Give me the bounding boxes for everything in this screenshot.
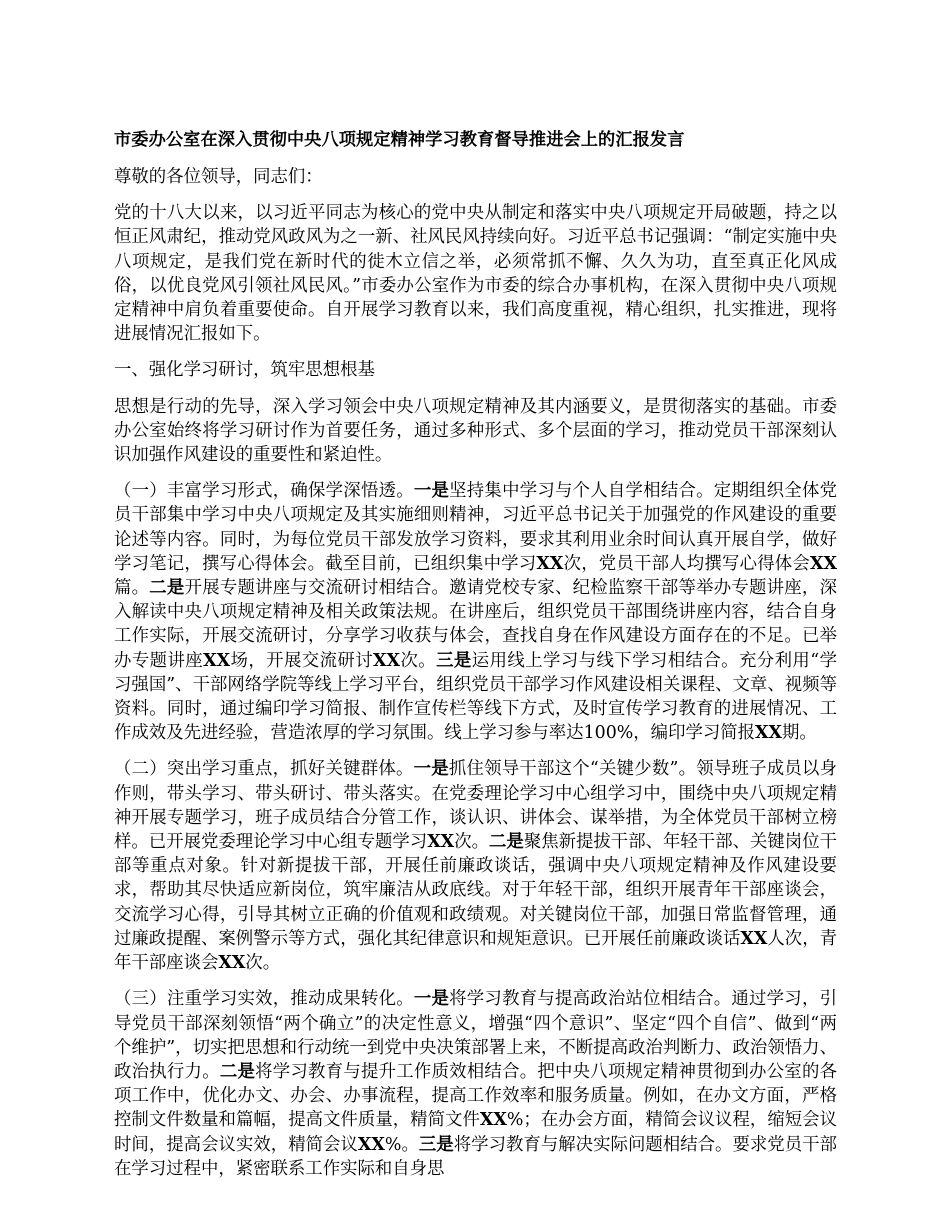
body-text-run: 运用线上学习与线下学习相结合。充分利用“学习强国”、干部网络学院等线上学习平台，组织党员干部学习作风建设相关课程、文章、视频等资料。同时，通过编印学习简报、制作宣传栏等线下方式，及时宣传学习教育的进展情况、工作成效及先进经验，营造浓厚的学习氛围。线上学习参与率达 bbox=[114, 650, 837, 744]
subsection-label: （二）突出学习重点，抓好关键群体。 bbox=[114, 759, 414, 780]
body-text-run: 场，开展交流研讨 bbox=[230, 650, 374, 671]
body-text-run: 次。 bbox=[400, 650, 437, 671]
salutation-paragraph: 尊敬的各位领导，同志们： bbox=[114, 167, 323, 187]
body-text-run: 期。 bbox=[782, 723, 817, 744]
body-text-run: 将学习教育与提升工作质效相结合。把中央八项规定精神贯彻到办公室的各项工作中，优化办文、办会、办事流程，提高工作效率和服务质量。例如，在办文方面，严格控制文件数量和篇幅，提高文件质量，精简文件 bbox=[114, 1061, 837, 1131]
body-text-run: 抓住领导干部这个“关键少数”。领导班子成员以身作则，带头学习、带头研讨、带头落实。在党委理论学习中心组学习中，围绕中央八项规定精神开展专题学习，班子成员结合分管工作，谈认识、讲体会、谋举措，为全体党员干部树立榜样。已开展党委理论学习中心组专题学习 bbox=[114, 759, 837, 853]
body-text-run: ；在办会方面，精简会议议程，缩短会议时间，提高会议实效，精简会议 bbox=[114, 1110, 837, 1155]
body-text-run: 坚持集中学习与个人自学相结合。定期组织全体党员干部集中学习中央八项规定及其实施细则精神，习近平总书记关于加强党的作风建设的重要论述等内容。同时，为每位党员干部发放学习资料，要求其利用业余时间认真开展自学，做好学习笔记，撰写心得体会。截至目前，已组织集中学习 bbox=[114, 481, 837, 574]
value-placeholder: XX bbox=[479, 1110, 507, 1131]
subsection-two-paragraph bbox=[114, 757, 837, 975]
enumeration-marker: 三是 bbox=[436, 650, 472, 671]
numeric-value: % bbox=[384, 1134, 402, 1155]
body-text-run: 篇。 bbox=[114, 578, 150, 599]
body-text-run: 次。 bbox=[454, 832, 489, 853]
subsection-label: （一）丰富学习形式，确保学深悟透。 bbox=[114, 481, 414, 502]
value-placeholder: XX bbox=[427, 832, 455, 853]
subsection-three-paragraph bbox=[114, 987, 837, 1181]
body-text-run: 次，党员干部人均撰写心得体会 bbox=[563, 553, 810, 574]
value-placeholder: XX bbox=[357, 1134, 385, 1155]
section-one-lead-paragraph: 思想是行动的先导，深入学习领会中央八项规定精神及其内涵要义，是贯彻落实的基础。市委办公室始终将学习研讨作为首要任务，通过多种形式、多个层面的学习，推动党员干部深刻认识加强作风建设的重要性和紧迫性。 bbox=[114, 396, 837, 466]
section-heading-one: 一、强化学习研讨，筑牢思想根基 bbox=[114, 360, 375, 381]
body-text-run: 人次，青年干部座谈会 bbox=[114, 928, 837, 974]
body-text-run: 。 bbox=[401, 1134, 419, 1155]
numeric-value: % bbox=[506, 1110, 524, 1131]
enumeration-marker: 一是 bbox=[413, 989, 450, 1010]
body-text-run: 聚焦新提拔干部、年轻干部、关键岗位干部等重点对象。针对新提拔干部，开展任前廉政谈话，强调中央八项规定精神及作风建设要求，帮助其尽快适应新岗位，筑牢廉洁从政底线。对于年轻干部，组织开展青年干部座谈会，交流学习心得，引导其树立正确的价值观和政绩观。对关键岗位干部，加强日常监督管理，通过廉政提醒、案例警示等方式，强化其纪律意识和规矩意识。已开展任前廉政谈话 bbox=[114, 832, 837, 949]
enumeration-marker: 一是 bbox=[413, 481, 450, 502]
body-text-run: 将学习教育与解决实际问题相结合。要求党员干部在学习过程中，紧密联系工作实际和自身思 bbox=[114, 1134, 837, 1179]
enumeration-marker: 二是 bbox=[489, 832, 524, 853]
body-text-run: ，编印学习简报 bbox=[633, 723, 756, 744]
enumeration-marker: 三是 bbox=[418, 1134, 454, 1155]
value-placeholder: XX bbox=[218, 953, 246, 974]
enumeration-marker: 二是 bbox=[149, 578, 185, 599]
enumeration-marker: 二是 bbox=[219, 1061, 256, 1082]
page-title: 市委办公室在深入贯彻中央八项规定精神学习教育督导推进会上的汇报发言 bbox=[114, 130, 685, 150]
intro-paragraph: 党的十八大以来，以习近平同志为核心的党中央从制定和落实中央八项规定开局破题，持之以恒正风肃纪，推动党风政风为之一新、社风民风持续向好。习近平总书记强调：“制定实施中央八项规定，是我们党在新时代的徙木立信之举，必须常抓不懈、久久为功，直至真正化风成俗，以优良党风引领社风民风。”市委办公室作为市委的综合办事机构，在深入贯彻中央八项规定精神中肩负着重要使命。自开展学习教育以来，我们高度重视，精心组织，扎实推进，现将进展情况汇报如下。 bbox=[114, 203, 837, 345]
body-text-run: 次。 bbox=[245, 953, 281, 974]
body-text-run: 将学习教育与提高政治站位相结合。通过学习，引导党员干部深刻领悟“两个确立”的决定性意义，增强“四个意识”、坚定“四个自信”、做到“两个维护”，切实把思想和行动统一到党中央决策部署上来，不断提高政治判断力、政治领悟力、政治执行力。 bbox=[114, 989, 837, 1082]
value-placeholder: XX bbox=[740, 928, 768, 949]
value-placeholder: XX bbox=[755, 723, 783, 744]
numeric-value: 100% bbox=[583, 723, 634, 744]
enumeration-marker: 一是 bbox=[413, 759, 449, 780]
value-placeholder: XX bbox=[203, 650, 231, 671]
value-placeholder: XX bbox=[373, 650, 401, 671]
subsection-label: （三）注重学习实效，推动成果转化。 bbox=[114, 989, 414, 1010]
value-placeholder: XX bbox=[810, 553, 837, 574]
document-body bbox=[114, 128, 837, 1181]
body-text-run: 开展专题讲座与交流研讨相结合。邀请党校专家、纪检监察干部等举办专题讲座，深入解读中央八项规定精神及相关政策法规。在讲座后，组织党员干部围绕讲座内容，结合自身工作实际，开展交流研讨，分享学习收获与体会，查找自身在作风建设方面存在的不足。已举办专题讲座 bbox=[114, 578, 837, 671]
value-placeholder: XX bbox=[536, 553, 564, 574]
subsection-one-paragraph bbox=[114, 479, 837, 745]
